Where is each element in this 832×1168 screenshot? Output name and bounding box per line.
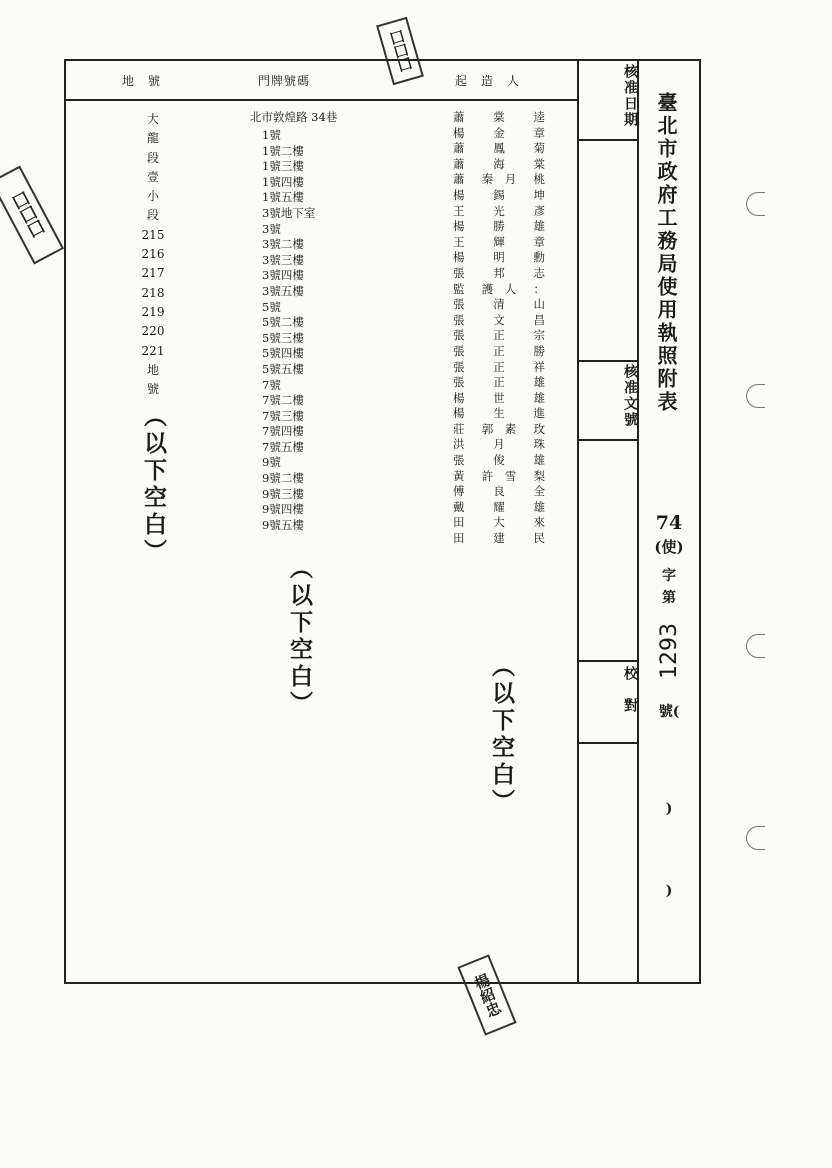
owner-surname: 楊 bbox=[453, 125, 465, 140]
owner-last: 雄 bbox=[533, 375, 545, 390]
address-row: 5號二樓 bbox=[262, 315, 304, 330]
punch-hole bbox=[746, 192, 765, 216]
frame-left bbox=[64, 59, 66, 984]
owner-mid: 生 bbox=[493, 406, 505, 421]
owner-row bbox=[453, 266, 545, 282]
owner-row bbox=[453, 172, 545, 188]
punch-hole bbox=[746, 826, 765, 850]
owner-row bbox=[453, 204, 545, 220]
owner-row bbox=[453, 360, 545, 376]
permit-number-block bbox=[640, 512, 698, 899]
owner-mid: 正 bbox=[493, 359, 505, 374]
owner-last: 進 bbox=[533, 406, 545, 421]
owner-mid: 棠 bbox=[493, 110, 505, 124]
address-row: 7號四樓 bbox=[262, 424, 304, 439]
owner-mid: 耀 bbox=[493, 499, 505, 514]
owner-row bbox=[453, 188, 545, 204]
address-row: 5號 bbox=[262, 299, 281, 314]
side-column-left bbox=[577, 59, 579, 984]
owner-surname: 張 bbox=[453, 328, 465, 343]
owner-mid: 大 bbox=[493, 515, 505, 530]
owner-mid: 鳳 bbox=[493, 141, 505, 156]
owner-surname: 傅 bbox=[453, 484, 465, 499]
owner-mid: 文 bbox=[493, 312, 505, 327]
street-name: 北市敦煌路 34巷 bbox=[250, 110, 338, 124]
address-row: 9號三樓 bbox=[262, 486, 304, 501]
owner-last: 逵 bbox=[533, 110, 545, 124]
side-div-4 bbox=[579, 660, 637, 662]
owner-row bbox=[453, 219, 545, 235]
owner-last: 珠 bbox=[533, 437, 545, 452]
address-row: 3號 bbox=[262, 221, 281, 236]
owner-row bbox=[453, 344, 545, 360]
owner-surname: 楊 bbox=[453, 390, 465, 405]
owner-mid: 明 bbox=[493, 250, 505, 265]
permit-number: 1293 bbox=[656, 623, 682, 679]
owner-mid: 世 bbox=[493, 390, 505, 405]
owner-row bbox=[453, 391, 545, 407]
seal-stamp-left: 囗囗囗 bbox=[0, 166, 64, 265]
lot-number: 219 bbox=[141, 304, 165, 319]
address-row: 3號四樓 bbox=[262, 268, 304, 283]
address-row: 7號 bbox=[262, 377, 281, 392]
address-row: 5號五樓 bbox=[262, 361, 304, 376]
owner-surname: 楊 bbox=[453, 250, 465, 265]
owner-row bbox=[453, 250, 545, 266]
owner-last: 勳 bbox=[533, 250, 545, 265]
owner-row bbox=[453, 406, 545, 422]
header-lot: 地 號 bbox=[122, 74, 162, 88]
address-row: 5號四樓 bbox=[262, 346, 304, 361]
side-div-5 bbox=[579, 742, 637, 744]
address-row: 3號三樓 bbox=[262, 252, 304, 267]
owner-row bbox=[453, 484, 545, 500]
owner-mid: 正 bbox=[493, 343, 505, 358]
owner-mid: 錫 bbox=[493, 187, 505, 202]
owner-row bbox=[453, 531, 545, 547]
owner-row bbox=[453, 453, 545, 469]
address-row: 9號五樓 bbox=[262, 517, 304, 532]
owner-surname: 蕭 bbox=[453, 110, 465, 124]
owner-mid: 郭 素 bbox=[481, 421, 517, 436]
owner-mid: 清 bbox=[493, 297, 505, 312]
address-row: 7號五樓 bbox=[262, 439, 304, 454]
address-row: 9號 bbox=[262, 455, 281, 470]
owner-mid: 俊 bbox=[493, 453, 505, 468]
owner-surname: 張 bbox=[453, 359, 465, 374]
owner-last: 民 bbox=[533, 531, 545, 546]
address-row: 9號二樓 bbox=[262, 471, 304, 486]
owner-mid: 月 bbox=[493, 437, 505, 452]
owner-last: 菊 bbox=[533, 141, 545, 156]
header-door-number: 門牌號碼 bbox=[258, 74, 311, 88]
owner-surname: 張 bbox=[453, 297, 465, 312]
lot-char: 段 bbox=[146, 150, 159, 165]
owner-surname: 蕭 bbox=[453, 172, 465, 187]
document-title: 臺北市政府工務局使用執照附表 bbox=[654, 92, 678, 414]
frame-bottom bbox=[64, 982, 701, 984]
header-builder: 起 造 人 bbox=[455, 74, 521, 88]
owner-last: 昌 bbox=[533, 312, 545, 327]
lot-char: 壹 bbox=[146, 169, 159, 184]
owner-mid: 輝 bbox=[493, 234, 505, 249]
owner-surname: 莊 bbox=[453, 421, 465, 436]
lot-column bbox=[128, 110, 178, 399]
approval-date-label: 核准日期 bbox=[622, 64, 638, 128]
owner-row bbox=[453, 313, 545, 329]
owner-surname: 監 bbox=[453, 281, 465, 296]
address-row: 5號三樓 bbox=[262, 330, 304, 345]
owner-mid: 光 bbox=[493, 203, 505, 218]
owner-surname: 王 bbox=[453, 203, 465, 218]
permit-paren-open: ( bbox=[672, 704, 680, 720]
owners-blank-note: （以下空白） bbox=[488, 654, 514, 816]
owner-row bbox=[453, 375, 545, 391]
permit-year: 74 bbox=[655, 512, 683, 534]
address-blank-note: （以下空白） bbox=[286, 556, 312, 718]
permit-kind: (使) bbox=[654, 538, 684, 556]
permit-paren-close: ) bbox=[665, 801, 673, 817]
lot-number: 215 bbox=[141, 227, 165, 242]
permit-hao-text: 號 bbox=[658, 704, 673, 720]
owner-mid: 建 bbox=[493, 531, 505, 546]
owner-row bbox=[453, 282, 545, 298]
side-div-3 bbox=[579, 439, 637, 441]
owner-last: 志 bbox=[533, 265, 545, 280]
owner-row bbox=[453, 297, 545, 313]
address-row: 1號五樓 bbox=[262, 190, 304, 205]
owner-surname: 王 bbox=[453, 234, 465, 249]
owner-mid: 勝 bbox=[493, 219, 505, 234]
owner-last: 坤 bbox=[533, 187, 545, 202]
owner-last: 山 bbox=[533, 297, 545, 312]
owner-row bbox=[453, 328, 545, 344]
permit-paren-close-2: ) bbox=[665, 883, 673, 899]
owner-last: 玫 bbox=[533, 421, 545, 436]
approval-doc-label: 核准文號 bbox=[622, 364, 638, 428]
owner-row bbox=[453, 157, 545, 173]
owner-surname: 楊 bbox=[453, 406, 465, 421]
permit-di: 第 bbox=[662, 590, 676, 606]
owner-surname: 黃 bbox=[453, 468, 465, 483]
punch-hole bbox=[746, 384, 765, 408]
owner-surname: 田 bbox=[453, 515, 465, 530]
lot-number: 216 bbox=[141, 247, 165, 262]
owner-surname: 張 bbox=[453, 375, 465, 390]
owner-mid: 秦 月 bbox=[481, 172, 517, 187]
side-div-1 bbox=[579, 139, 637, 141]
owner-surname: 張 bbox=[453, 265, 465, 280]
owner-mid: 海 bbox=[493, 156, 505, 171]
frame-top bbox=[64, 59, 701, 61]
owners-list bbox=[453, 110, 545, 547]
owner-mid: 良 bbox=[493, 484, 505, 499]
permit-zi: 字 bbox=[662, 568, 676, 584]
owner-row bbox=[453, 422, 545, 438]
owner-surname: 洪 bbox=[453, 437, 465, 452]
lot-blank-note: （以下空白） bbox=[140, 404, 166, 566]
permit-hao bbox=[640, 701, 698, 721]
owner-row bbox=[453, 126, 545, 142]
address-row: 7號三樓 bbox=[262, 408, 304, 423]
owner-surname: 蕭 bbox=[453, 156, 465, 171]
address-row: 9號四樓 bbox=[262, 502, 304, 517]
owner-surname: 張 bbox=[453, 343, 465, 358]
address-row: 3號五樓 bbox=[262, 283, 304, 298]
seal-stamp-top: 囗囗囗 bbox=[376, 17, 424, 85]
owner-row bbox=[453, 515, 545, 531]
lot-char: 段 bbox=[146, 208, 159, 223]
owner-surname: 戴 bbox=[453, 499, 465, 514]
owner-last: 祥 bbox=[533, 359, 545, 374]
owner-last: 章 bbox=[533, 234, 545, 249]
owner-mid: 邦 bbox=[493, 265, 505, 280]
address-row: 1號三樓 bbox=[262, 159, 304, 174]
owner-last: ： bbox=[533, 281, 545, 296]
owner-last: 章 bbox=[533, 125, 545, 140]
owner-last: 雄 bbox=[533, 219, 545, 234]
seal-stamp-bottom: 楊紹忠 bbox=[457, 954, 516, 1035]
owner-surname: 楊 bbox=[453, 219, 465, 234]
owner-last: 雄 bbox=[533, 499, 545, 514]
owner-row bbox=[453, 110, 545, 126]
owner-surname: 田 bbox=[453, 531, 465, 546]
owner-last: 彥 bbox=[533, 203, 545, 218]
lot-number: 221 bbox=[141, 343, 165, 358]
owner-mid: 許 雪 bbox=[481, 468, 517, 483]
lot-number: 218 bbox=[141, 285, 165, 300]
address-row: 1號二樓 bbox=[262, 143, 304, 158]
owner-row bbox=[453, 235, 545, 251]
owner-last: 棠 bbox=[533, 156, 545, 171]
owner-last: 桃 bbox=[533, 172, 545, 187]
owner-mid: 金 bbox=[493, 125, 505, 140]
owner-surname: 蕭 bbox=[453, 141, 465, 156]
owner-mid: 正 bbox=[493, 328, 505, 343]
owner-last: 雄 bbox=[533, 453, 545, 468]
owner-row bbox=[453, 437, 545, 453]
lot-number: 220 bbox=[141, 324, 165, 339]
check-label: 校 對 bbox=[622, 666, 638, 714]
owner-last: 宗 bbox=[533, 328, 545, 343]
owner-surname: 張 bbox=[453, 312, 465, 327]
side-div-2 bbox=[579, 360, 637, 362]
owner-last: 來 bbox=[533, 515, 545, 530]
owner-row bbox=[453, 469, 545, 485]
header-divider bbox=[64, 99, 578, 101]
address-row: 1號四樓 bbox=[262, 174, 304, 189]
lot-char: 地 bbox=[146, 362, 159, 377]
owner-surname: 楊 bbox=[453, 187, 465, 202]
owner-last: 雄 bbox=[533, 390, 545, 405]
frame-right bbox=[699, 59, 701, 984]
owner-row bbox=[453, 141, 545, 157]
address-row: 7號二樓 bbox=[262, 393, 304, 408]
owner-last: 梨 bbox=[533, 468, 545, 483]
lot-number: 217 bbox=[141, 266, 165, 281]
owner-mid: 正 bbox=[493, 375, 505, 390]
owner-last: 全 bbox=[533, 484, 545, 499]
lot-char: 大 bbox=[146, 112, 159, 126]
punch-hole bbox=[746, 634, 765, 658]
owner-surname: 張 bbox=[453, 453, 465, 468]
lot-char: 小 bbox=[146, 189, 159, 204]
owner-row bbox=[453, 500, 545, 516]
address-row: 3號二樓 bbox=[262, 237, 304, 252]
address-list bbox=[262, 128, 315, 533]
address-row: 3號地下室 bbox=[262, 205, 316, 220]
owner-mid: 護 人 bbox=[481, 281, 517, 296]
address-row: 1號 bbox=[262, 128, 281, 142]
owner-last: 勝 bbox=[533, 343, 545, 358]
lot-char: 龍 bbox=[146, 131, 159, 146]
side-column-right bbox=[637, 59, 639, 984]
lot-char: 號 bbox=[146, 382, 159, 397]
